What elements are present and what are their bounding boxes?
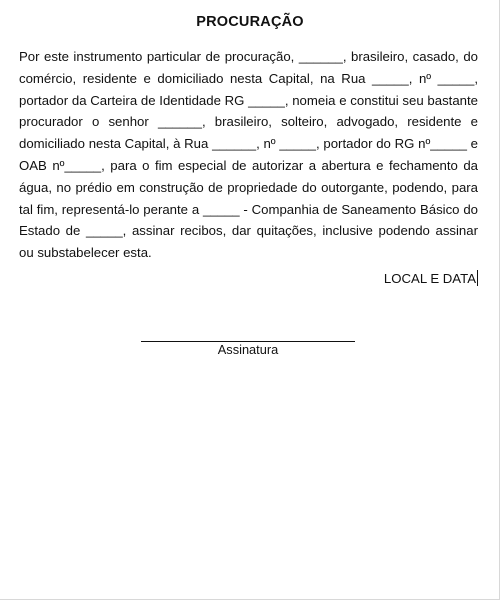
document-title: PROCURAÇÃO xyxy=(196,14,304,30)
signature-label: Assinatura xyxy=(217,342,279,357)
place-and-date[interactable] xyxy=(384,270,478,286)
text-cursor xyxy=(477,270,478,286)
document-body[interactable]: Por este instrumento particular de procuração, ______, brasileiro, casado, do comércio, residente e domiciliado nesta Capital, na Rua _____, nº _____, portador da Carteira de Identidade RG _____, nomeia e constitui seu bastante procurador o senhor ______, brasileiro, solteiro, advogado, residente e domiciliado nesta Capital, à Rua ______, nº _____, portador do RG nº_____ e OAB nº_____, para o fim especial de autorizar a abertura e fechamento da água, no prédio em construção de propriedade do outorgante, podendo, para tal fim, representá-lo perante a _____ - Companhia de Saneamento Básico do Estado de _____, assinar recibos, dar quitações, inclusive podendo assinar ou substabelecer esta. xyxy=(19,49,478,261)
place-and-date-text: LOCAL E DATA xyxy=(383,271,476,286)
